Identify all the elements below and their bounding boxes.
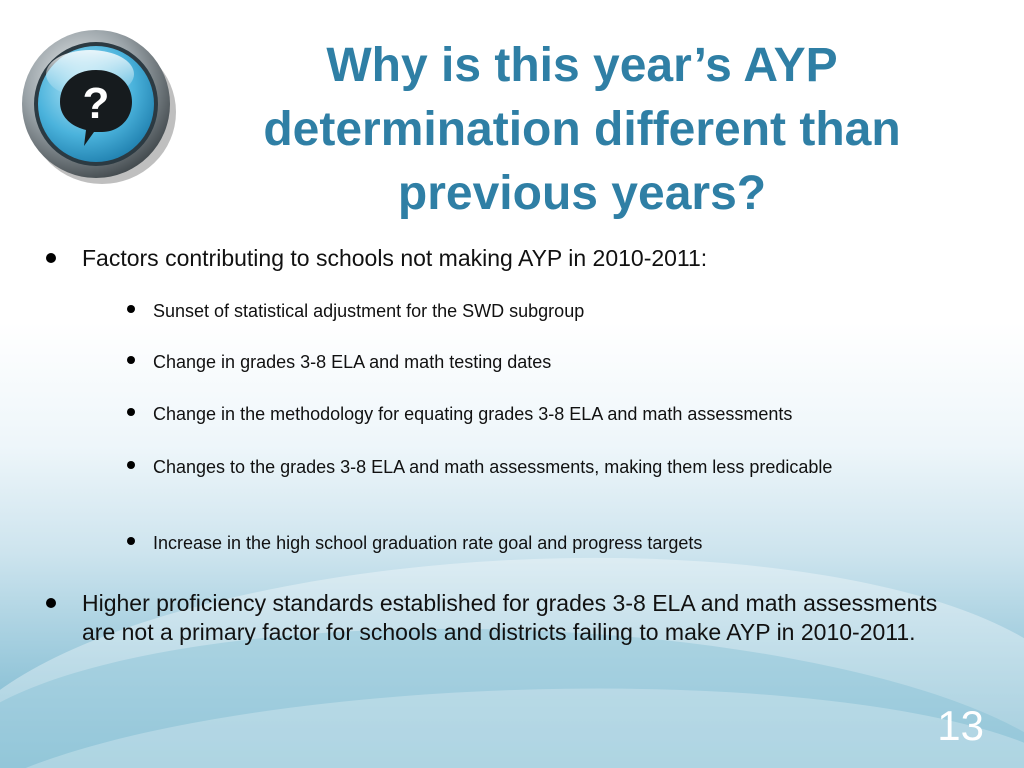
list-item [127, 350, 977, 374]
slide-title: Why is this year’s AYP determination different than previous years? [263, 39, 901, 220]
list-item [127, 402, 987, 426]
bullet-dot [127, 305, 135, 313]
list-item [127, 531, 977, 555]
list-item [127, 455, 927, 479]
background-wave [0, 670, 1024, 768]
bullet-dot [127, 408, 135, 416]
bullet-dot [127, 461, 135, 469]
bullet-text: Increase in the high school graduation rate goal and progress targets [153, 533, 703, 553]
list-item [46, 589, 956, 647]
question-mark-speech-bubble-icon [18, 26, 178, 186]
bullet-text: Changes to the grades 3-8 ELA and math assessments, making them less predicable [153, 457, 833, 477]
bullet-text: Sunset of statistical adjustment for the SWD subgroup [153, 301, 585, 321]
bullet-text: Higher proficiency standards established for grades 3-8 ELA and math assessments are not a primary factor for schools and districts failing to make AYP in 2010-2011. [82, 590, 938, 645]
list-item [46, 244, 986, 273]
bullet-text: Change in the methodology for equating grades 3-8 ELA and math assessments [153, 404, 793, 424]
bullet-dot [127, 356, 135, 364]
bullet-dot [46, 253, 56, 263]
bullet-text: Factors contributing to schools not making AYP in 2010-2011: [82, 245, 708, 271]
list-item [127, 299, 977, 323]
bullet-dot [127, 537, 135, 545]
slide-number: 13 [937, 702, 984, 749]
bullet-text: Change in grades 3-8 ELA and math testing dates [153, 352, 552, 372]
svg-text:?: ? [82, 79, 110, 128]
bullet-dot [46, 598, 56, 608]
background-wave [0, 530, 1024, 768]
